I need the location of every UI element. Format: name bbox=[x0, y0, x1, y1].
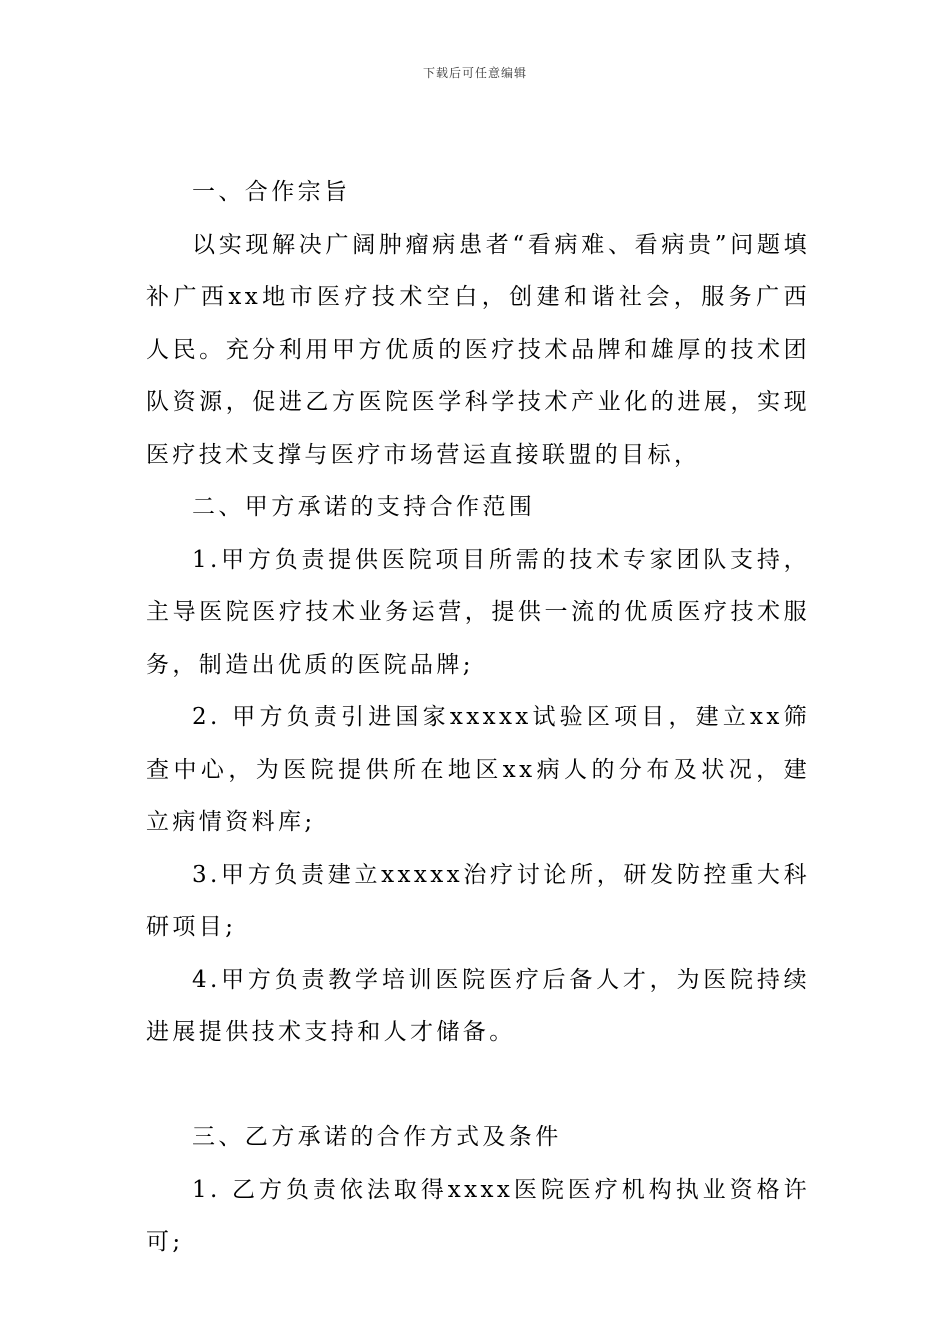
section-2-item-2: 2. 甲方负责引进国家xxxxx试验区项目，建立xx筛查中心，为医院提供所在地区xx病人的分布及状况，建立病情资料库; bbox=[146, 704, 810, 835]
header-note: 下载后可任意编辑 bbox=[422, 66, 527, 80]
section-1-paragraph: 以实现解决广阔肿瘤病患者“看病难、看病贵”问题填补广西xx地市医疗技术空白，创建和谐社会，服务广西人民。充分利用甲方优质的医疗技术品牌和雄厚的技术团队资源，促进乙方医院医学科学技术产业化的进展，实现医疗技术支撑与医疗市场营运直接联盟的目标， bbox=[146, 231, 810, 468]
section-3-title: 三、乙方承诺的合作方式及条件 bbox=[192, 1124, 562, 1150]
section-2-item-3: 3.甲方负责建立xxxxx治疗讨论所，研发防控重大科研项目; bbox=[146, 861, 810, 940]
section-2-item-4: 4.甲方负责教学培训医院医疗后备人才，为医院持续进展提供技术支持和人才储备。 bbox=[146, 966, 810, 1045]
blank-line bbox=[146, 1059, 810, 1112]
section-2-title: 二、甲方承诺的支持合作范围 bbox=[192, 494, 536, 520]
section-2-item-1: 1.甲方负责提供医院项目所需的技术专家团队支持，主导医院医疗技术业务运营，提供一流的优质医疗技术服务，制造出优质的医院品牌; bbox=[146, 546, 810, 678]
section-1-title: 一、合作宗旨 bbox=[192, 179, 351, 205]
section-3-item-1: 1. 乙方负责依法取得xxxx医院医疗机构执业资格许可; bbox=[146, 1176, 810, 1255]
document-body bbox=[146, 166, 810, 1269]
